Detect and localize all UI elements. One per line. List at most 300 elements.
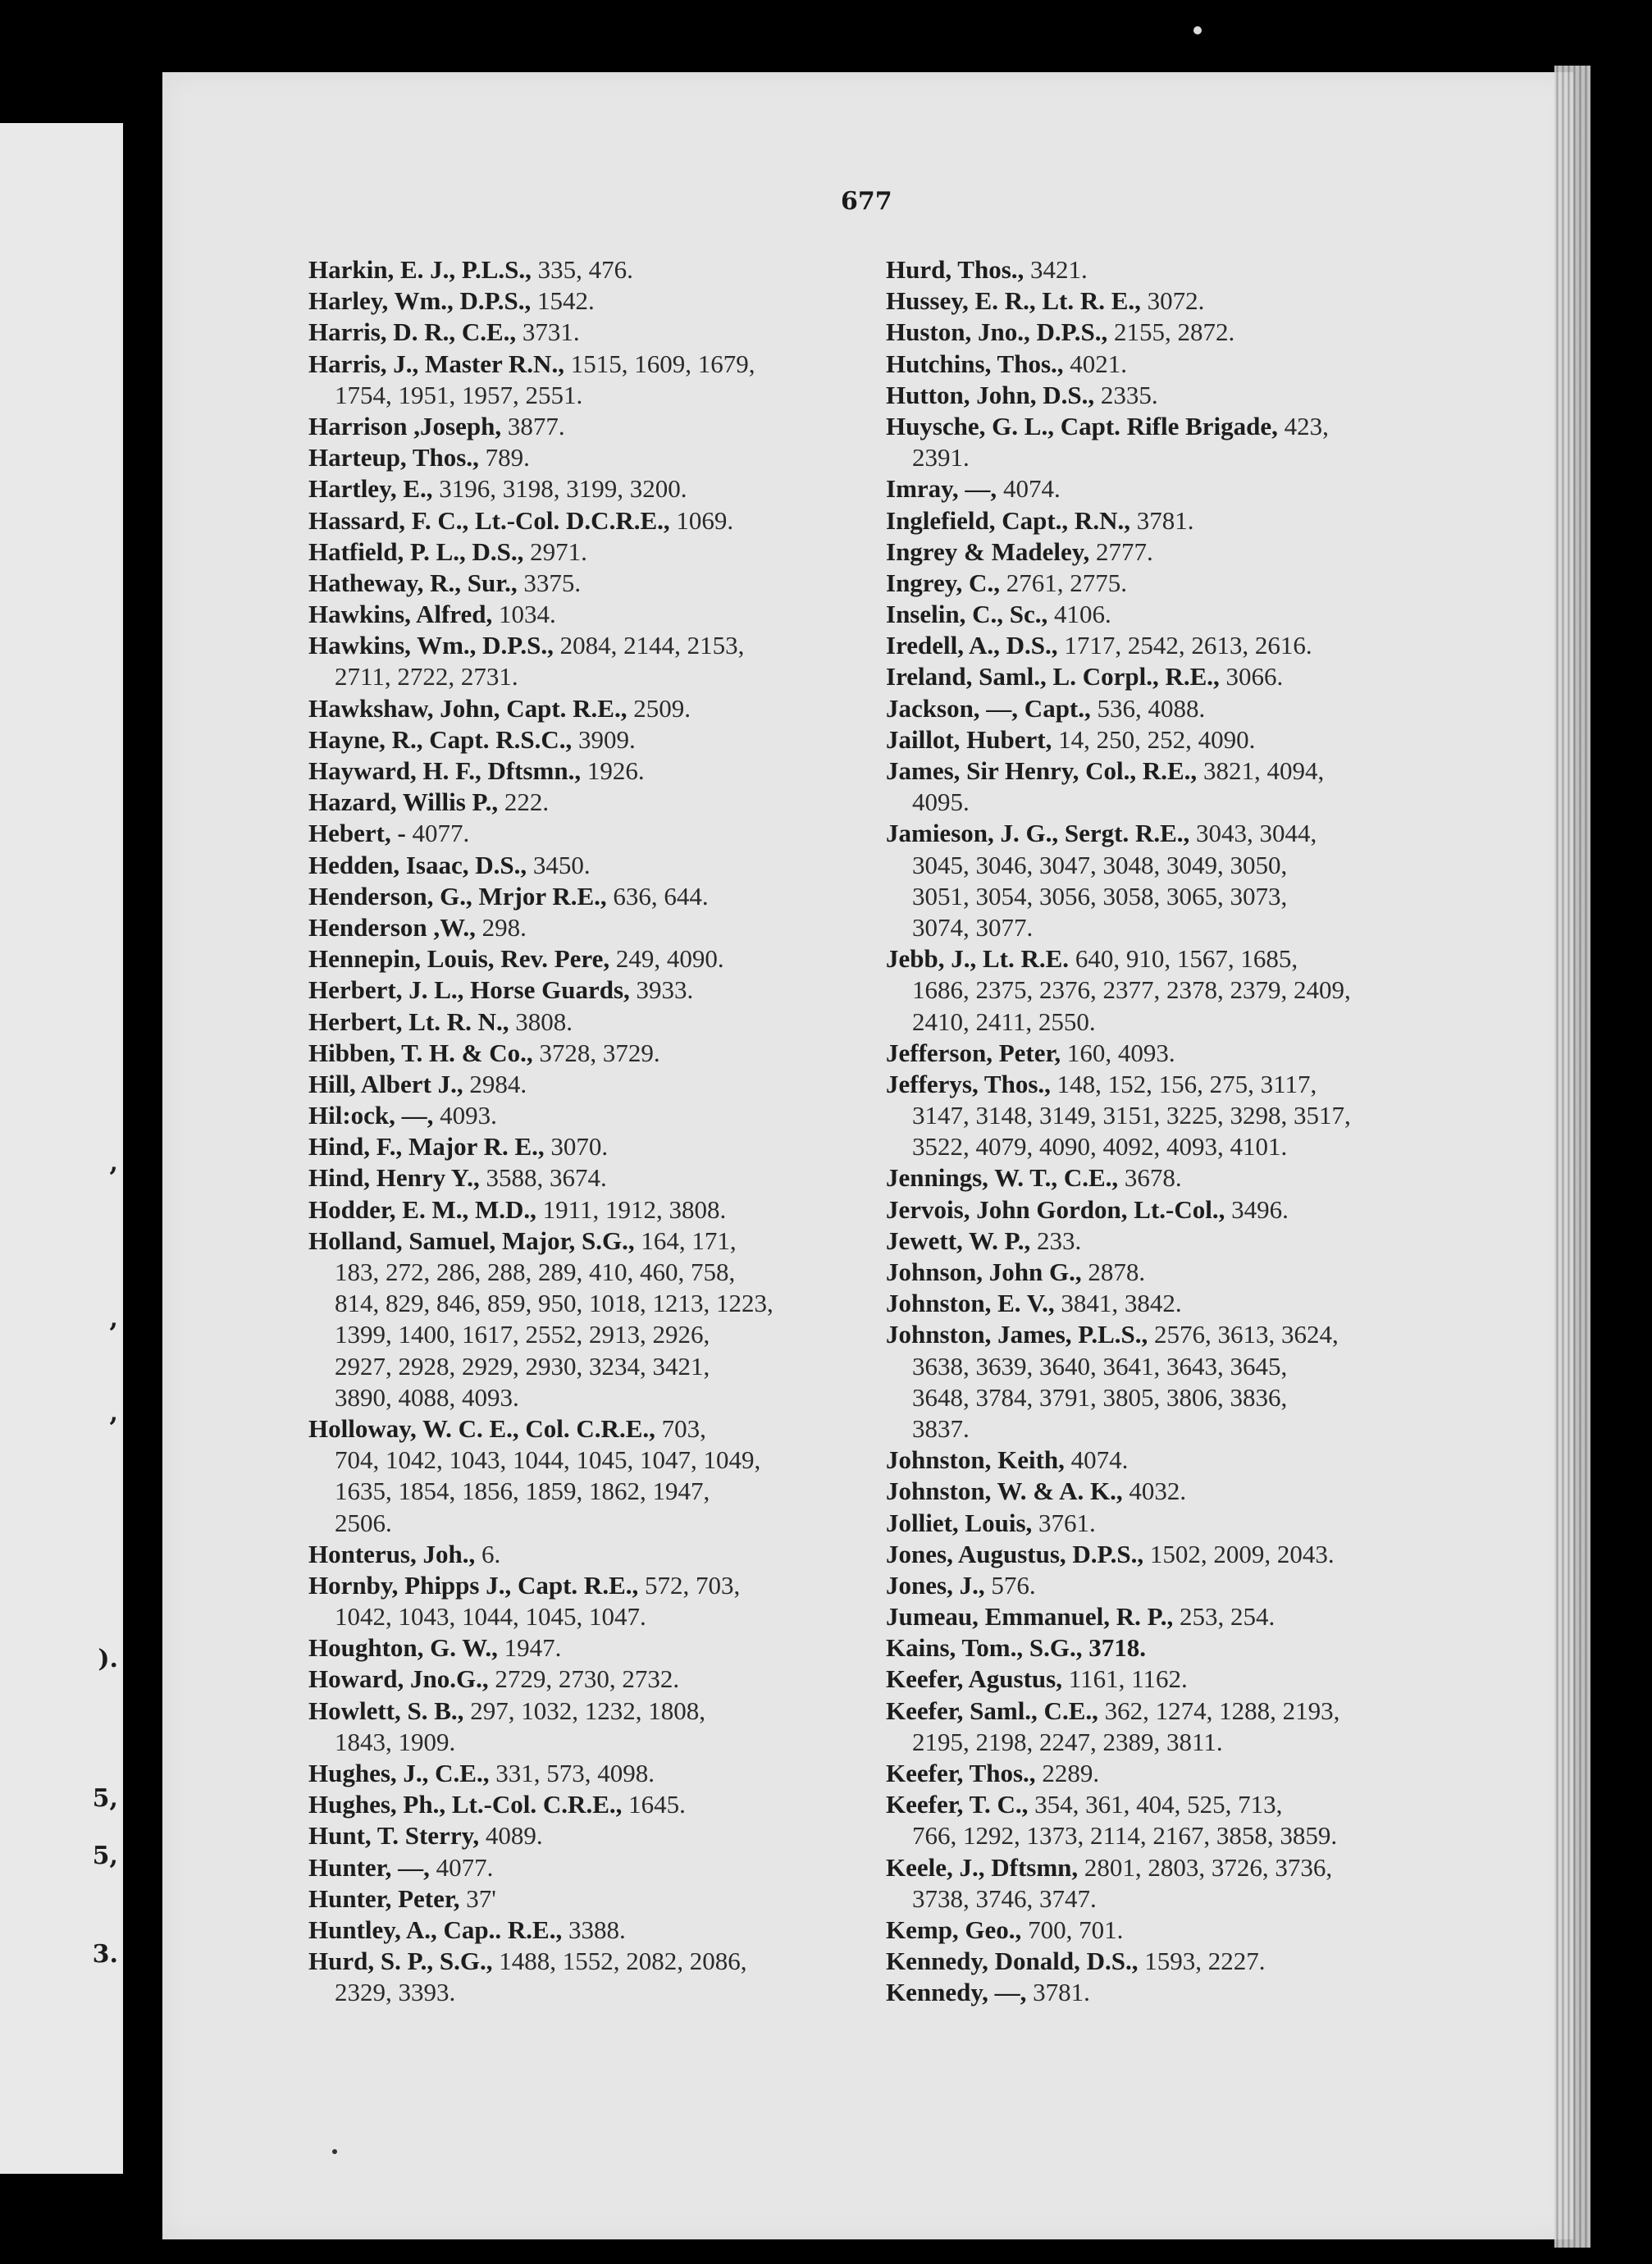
entry-references: 2195, 2198, 2247, 2389, 3811. bbox=[912, 1727, 1223, 1756]
index-entry-continuation bbox=[886, 850, 1444, 881]
index-entry-continuation bbox=[886, 975, 1444, 1006]
entry-references: 3933. bbox=[629, 975, 694, 1005]
entry-references: 2711, 2722, 2731. bbox=[335, 662, 518, 692]
entry-name: Jamieson, J. G., Sergt. R.E., bbox=[886, 819, 1190, 848]
margin-mark: 5, bbox=[92, 1784, 118, 1813]
index-entry-continuation bbox=[886, 1727, 1444, 1758]
index-entry-continuation bbox=[886, 442, 1444, 473]
entry-name: Johnston, W. & A. K., bbox=[886, 1477, 1123, 1506]
index-entry bbox=[886, 285, 1444, 317]
entry-references: 183, 272, 286, 288, 289, 410, 460, 758, bbox=[335, 1258, 736, 1286]
entry-references: 3375. bbox=[517, 568, 582, 597]
index-entry-continuation bbox=[886, 1883, 1444, 1915]
entry-name: Hebert, - bbox=[308, 819, 406, 848]
index-entry bbox=[886, 1601, 1444, 1632]
page-number: 677 bbox=[841, 187, 892, 216]
entry-name: Inselin, C., Sc., bbox=[886, 600, 1048, 629]
index-entry bbox=[886, 724, 1444, 755]
entry-name: Harley, Wm., D.P.S., bbox=[308, 286, 532, 316]
entry-references: 2927, 2928, 2929, 2930, 3234, 3421, bbox=[335, 1351, 710, 1381]
margin-mark: 3. bbox=[92, 1940, 118, 1969]
entry-name: Hutton, John, D.S., bbox=[886, 380, 1095, 409]
entry-name: Kains, Tom., S.G., 3718. bbox=[886, 1633, 1146, 1663]
index-entry bbox=[308, 536, 856, 568]
entry-references: 3731. bbox=[516, 317, 580, 347]
entry-references: 3072. bbox=[1140, 286, 1205, 316]
index-entry bbox=[886, 380, 1444, 411]
index-entry-continuation bbox=[308, 1601, 856, 1632]
entry-name: Hurd, S. P., S.G., bbox=[308, 1947, 493, 1976]
entry-name: Holloway, W. C. E., Col. C.R.E., bbox=[308, 1413, 655, 1443]
entry-references: 2509. bbox=[627, 693, 691, 723]
entry-name: Jewett, W. P., bbox=[886, 1226, 1031, 1255]
entry-name: Hornby, Phipps J., Capt. R.E., bbox=[308, 1570, 639, 1600]
entry-references: 2729, 2730, 2732. bbox=[488, 1664, 680, 1694]
entry-references: 3728, 3729. bbox=[532, 1038, 660, 1067]
entry-references: 362, 1274, 1288, 2193, bbox=[1098, 1696, 1340, 1725]
entry-references: 1488, 1552, 2082, 2086, bbox=[492, 1947, 747, 1976]
index-entry bbox=[308, 473, 856, 504]
entry-name: Jaillot, Hubert, bbox=[886, 724, 1052, 754]
entry-references: 3678. bbox=[1118, 1163, 1182, 1193]
entry-references: 4032. bbox=[1122, 1477, 1187, 1506]
index-entry-continuation bbox=[886, 1413, 1444, 1445]
entry-references: 3761. bbox=[1032, 1508, 1096, 1537]
entry-references: 3043, 3044, bbox=[1189, 819, 1317, 848]
entry-references: 4106. bbox=[1047, 600, 1111, 629]
index-entry bbox=[886, 411, 1444, 442]
entry-name: Kennedy, Donald, D.S., bbox=[886, 1947, 1139, 1976]
entry-references: 3821, 4094, bbox=[1197, 756, 1325, 785]
index-entry bbox=[886, 317, 1444, 348]
entry-references: 2971. bbox=[523, 536, 587, 566]
entry-references: 4093. bbox=[433, 1101, 497, 1130]
entry-name: Imray, —, bbox=[886, 474, 997, 504]
index-entry-continuation bbox=[308, 380, 856, 411]
index-entry bbox=[886, 943, 1444, 975]
entry-references: 1645. bbox=[622, 1790, 686, 1819]
index-entry bbox=[308, 881, 856, 912]
entry-name: Kennedy, —, bbox=[886, 1978, 1027, 2007]
entry-name: Hurd, Thos., bbox=[886, 255, 1025, 284]
index-entry bbox=[886, 1476, 1444, 1507]
index-entry-continuation bbox=[308, 1977, 856, 2008]
entry-name: Jefferson, Peter, bbox=[886, 1038, 1061, 1067]
entry-name: James, Sir Henry, Col., R.E., bbox=[886, 756, 1198, 785]
entry-name: Inglefield, Capt., R.N., bbox=[886, 505, 1130, 535]
margin-mark: , bbox=[109, 1148, 118, 1177]
index-entry bbox=[886, 1288, 1444, 1319]
entry-name: Hatfield, P. L., D.S., bbox=[308, 536, 524, 566]
index-entry bbox=[308, 1946, 856, 1977]
entry-name: Hunt, T. Sterry, bbox=[308, 1821, 480, 1851]
page-edges bbox=[1554, 66, 1590, 2248]
entry-references: 1542. bbox=[531, 286, 595, 316]
entry-name: Holland, Samuel, Major, S.G., bbox=[308, 1226, 635, 1255]
entry-name: Harkin, E. J., P.L.S., bbox=[308, 255, 532, 284]
entry-references: 3909. bbox=[572, 724, 636, 754]
index-entry bbox=[886, 536, 1444, 568]
entry-name: Iredell, A., D.S., bbox=[886, 631, 1058, 660]
entry-name: Hawkins, Wm., D.P.S., bbox=[308, 631, 554, 660]
index-entry bbox=[308, 1162, 856, 1194]
index-entry-continuation bbox=[886, 912, 1444, 943]
entry-name: Jones, J., bbox=[886, 1570, 985, 1600]
entry-name: Kemp, Geo., bbox=[886, 1915, 1022, 1944]
entry-references: 37' bbox=[459, 1883, 496, 1913]
index-entry-continuation bbox=[886, 1131, 1444, 1162]
entry-name: Hatheway, R., Sur., bbox=[308, 568, 518, 597]
index-entry bbox=[886, 1069, 1444, 1100]
index-entry bbox=[308, 1820, 856, 1851]
entry-references: 1593, 2227. bbox=[1138, 1947, 1266, 1976]
index-entry bbox=[886, 1257, 1444, 1288]
entry-references: 2576, 3613, 3624, bbox=[1148, 1320, 1339, 1349]
index-entry bbox=[308, 1852, 856, 1883]
entry-references: 789. bbox=[478, 443, 530, 472]
entry-references: 3890, 4088, 4093. bbox=[335, 1382, 519, 1412]
scan-speck bbox=[1193, 26, 1202, 34]
index-column-right bbox=[886, 254, 1444, 2009]
index-entry-continuation bbox=[886, 787, 1444, 818]
index-entry bbox=[308, 693, 856, 724]
index-entry bbox=[308, 1570, 856, 1601]
entry-name: Houghton, G. W., bbox=[308, 1633, 498, 1663]
entry-references: 3738, 3746, 3747. bbox=[912, 1883, 1097, 1913]
entry-references: 3070. bbox=[544, 1132, 609, 1162]
index-entry bbox=[308, 1758, 856, 1789]
index-entry bbox=[886, 1508, 1444, 1539]
entry-name: Howlett, S. B., bbox=[308, 1696, 464, 1725]
index-entry bbox=[886, 1319, 1444, 1350]
index-entry-continuation bbox=[308, 1288, 856, 1319]
entry-name: Jebb, J., Lt. R.E. bbox=[886, 944, 1070, 974]
entry-name: Jennings, W. T., C.E., bbox=[886, 1163, 1119, 1193]
entry-name: Hawkins, Alfred, bbox=[308, 600, 493, 629]
entry-references: 423, bbox=[1277, 411, 1329, 440]
entry-references: 1843, 1909. bbox=[335, 1727, 456, 1756]
entry-name: Howard, Jno.G., bbox=[308, 1664, 489, 1694]
entry-references: 1926. bbox=[581, 756, 645, 785]
entry-references: 253, 254. bbox=[1173, 1602, 1276, 1632]
entry-references: 704, 1042, 1043, 1044, 1045, 1047, 1049, bbox=[335, 1445, 761, 1475]
index-entry bbox=[308, 1006, 856, 1038]
index-entry bbox=[886, 568, 1444, 599]
index-entry bbox=[886, 599, 1444, 630]
entry-name: Ingrey, C., bbox=[886, 568, 1000, 597]
index-entry bbox=[308, 254, 856, 285]
index-entry bbox=[886, 661, 1444, 692]
index-entry-continuation bbox=[308, 661, 856, 692]
entry-name: Hayward, H. F., Dftsmn., bbox=[308, 756, 582, 785]
index-entry bbox=[886, 473, 1444, 504]
entry-references: 766, 1292, 1373, 2114, 2167, 3858, 3859. bbox=[912, 1821, 1338, 1851]
margin-mark: , bbox=[109, 1304, 118, 1333]
index-entry-continuation bbox=[886, 1351, 1444, 1382]
entry-name: Hedden, Isaac, D.S., bbox=[308, 850, 527, 879]
index-entry-continuation bbox=[886, 1006, 1444, 1038]
entry-references: 2084, 2144, 2153, bbox=[553, 631, 745, 660]
entry-name: Keele, J., Dftsmn, bbox=[886, 1852, 1079, 1882]
entry-references: 3588, 3674. bbox=[479, 1163, 607, 1193]
entry-references: 3638, 3639, 3640, 3641, 3643, 3645, bbox=[912, 1351, 1288, 1381]
entry-references: 335, 476. bbox=[531, 255, 633, 284]
margin-mark: ). bbox=[98, 1645, 118, 1673]
index-entry bbox=[308, 411, 856, 442]
index-entry bbox=[886, 505, 1444, 536]
entry-references: 572, 703, bbox=[638, 1570, 741, 1600]
entry-name: Henderson ,W., bbox=[308, 912, 476, 942]
index-entry bbox=[886, 1632, 1444, 1664]
entry-references: 3522, 4079, 4090, 4092, 4093, 4101. bbox=[912, 1132, 1288, 1162]
entry-name: Harris, D. R., C.E., bbox=[308, 317, 517, 347]
entry-name: Hussey, E. R., Lt. R. E., bbox=[886, 286, 1141, 316]
entry-references: 703, bbox=[655, 1413, 706, 1443]
entry-name: Hunter, —, bbox=[308, 1852, 430, 1882]
entry-references: 2878. bbox=[1081, 1258, 1146, 1286]
index-entry bbox=[308, 1632, 856, 1664]
index-entry bbox=[308, 599, 856, 630]
entry-name: Harris, J., Master R.N., bbox=[308, 349, 564, 378]
index-entry-continuation bbox=[886, 881, 1444, 912]
index-entry bbox=[308, 505, 856, 536]
entry-name: Keefer, Saml., C.E., bbox=[886, 1696, 1098, 1725]
entry-name: Jumeau, Emmanuel, R. P., bbox=[886, 1602, 1174, 1632]
entry-name: Johnston, Keith, bbox=[886, 1445, 1065, 1475]
index-entry bbox=[308, 1413, 856, 1445]
index-entry-continuation bbox=[308, 1727, 856, 1758]
index-entry-continuation bbox=[886, 1382, 1444, 1413]
index-entry-continuation bbox=[308, 1508, 856, 1539]
entry-references: 2777. bbox=[1089, 536, 1153, 566]
entry-name: Harrison ,Joseph, bbox=[308, 411, 502, 440]
index-entry bbox=[308, 1194, 856, 1226]
index-entry bbox=[308, 724, 856, 755]
index-entry bbox=[308, 1696, 856, 1727]
margin-mark: 5, bbox=[92, 1842, 118, 1870]
entry-references: 3837. bbox=[912, 1413, 970, 1443]
index-entry bbox=[308, 850, 856, 881]
entry-references: 1042, 1043, 1044, 1045, 1047. bbox=[335, 1602, 646, 1632]
entry-references: 4077. bbox=[429, 1852, 494, 1882]
entry-references: 1947. bbox=[497, 1633, 562, 1663]
entry-references: 700, 701. bbox=[1021, 1915, 1124, 1944]
entry-name: Huston, Jno., D.P.S., bbox=[886, 317, 1108, 347]
index-entry bbox=[886, 1162, 1444, 1194]
entry-references: 3496. bbox=[1225, 1194, 1289, 1224]
entry-references: 636, 644. bbox=[606, 881, 709, 911]
entry-references: 2391. bbox=[912, 443, 970, 472]
index-entry bbox=[308, 1038, 856, 1069]
index-entry-continuation bbox=[308, 1351, 856, 1382]
entry-name: Hughes, J., C.E., bbox=[308, 1759, 490, 1787]
index-entry-continuation bbox=[886, 1100, 1444, 1131]
entry-name: Harteup, Thos., bbox=[308, 443, 479, 472]
index-entry bbox=[308, 1069, 856, 1100]
index-entry bbox=[886, 1664, 1444, 1695]
entry-references: 1635, 1854, 1856, 1859, 1862, 1947, bbox=[335, 1477, 710, 1506]
entry-references: 2801, 2803, 3726, 3736, bbox=[1078, 1852, 1333, 1882]
entry-name: Hibben, T. H. & Co., bbox=[308, 1038, 533, 1067]
entry-references: 3074, 3077. bbox=[912, 912, 1034, 942]
entry-references: 814, 829, 846, 859, 950, 1018, 1213, 1223, bbox=[335, 1289, 774, 1318]
entry-references: 3388. bbox=[562, 1915, 626, 1944]
index-entry bbox=[308, 1664, 856, 1695]
entry-references: 3781. bbox=[1026, 1978, 1090, 2007]
entry-references: 222. bbox=[498, 787, 550, 817]
entry-name: Johnston, James, P.L.S., bbox=[886, 1320, 1148, 1349]
entry-references: 3196, 3198, 3199, 3200. bbox=[432, 474, 687, 504]
index-entry bbox=[308, 630, 856, 661]
entry-name: Hennepin, Louis, Rev. Pere, bbox=[308, 944, 610, 974]
entry-references: 1399, 1400, 1617, 2552, 2913, 2926, bbox=[335, 1320, 710, 1349]
entry-name: Jolliet, Louis, bbox=[886, 1508, 1033, 1537]
entry-references: 3841, 3842. bbox=[1054, 1289, 1182, 1318]
index-entry bbox=[886, 1789, 1444, 1820]
index-entry bbox=[308, 285, 856, 317]
entry-references: 4095. bbox=[912, 787, 970, 817]
entry-name: Ireland, Saml., L. Corpl., R.E., bbox=[886, 662, 1220, 692]
entry-references: 3808. bbox=[509, 1006, 573, 1036]
entry-references: 3421. bbox=[1024, 255, 1088, 284]
entry-references: 2761, 2775. bbox=[999, 568, 1127, 597]
entry-references: 148, 152, 156, 275, 3117, bbox=[1050, 1069, 1317, 1098]
entry-references: 1034. bbox=[492, 600, 556, 629]
entry-name: Jones, Augustus, D.P.S., bbox=[886, 1539, 1144, 1568]
entry-references: 3045, 3046, 3047, 3048, 3049, 3050, bbox=[912, 850, 1288, 879]
index-entry bbox=[886, 1445, 1444, 1476]
entry-name: Hutchins, Thos., bbox=[886, 349, 1064, 378]
margin-mark: , bbox=[109, 1399, 118, 1427]
entry-references: 233. bbox=[1030, 1226, 1082, 1255]
entry-name: Huysche, G. L., Capt. Rifle Brigade, bbox=[886, 411, 1278, 440]
entry-name: Huntley, A., Cap.. R.E., bbox=[308, 1915, 563, 1944]
index-entry bbox=[886, 1946, 1444, 1977]
index-entry bbox=[308, 442, 856, 473]
entry-references: 1754, 1951, 1957, 2551. bbox=[335, 380, 583, 409]
index-entry-continuation bbox=[308, 1476, 856, 1507]
entry-references: 3877. bbox=[501, 411, 565, 440]
entry-references: 2289. bbox=[1035, 1759, 1100, 1787]
entry-references: 3147, 3148, 3149, 3151, 3225, 3298, 3517, bbox=[912, 1101, 1351, 1130]
entry-references: 2506. bbox=[335, 1508, 392, 1537]
index-entry bbox=[308, 349, 856, 380]
entry-references: 6. bbox=[475, 1539, 501, 1568]
index-entry bbox=[886, 818, 1444, 849]
entry-references: 3450. bbox=[527, 850, 591, 879]
entry-name: Hazard, Willis P., bbox=[308, 787, 499, 817]
entry-name: Ingrey & Madeley, bbox=[886, 536, 1090, 566]
entry-references: 1161, 1162. bbox=[1062, 1664, 1188, 1694]
entry-name: Hartley, E., bbox=[308, 474, 433, 504]
entry-references: 576. bbox=[984, 1570, 1036, 1600]
entry-references: 1069. bbox=[669, 505, 734, 535]
entry-references: 354, 361, 404, 525, 713, bbox=[1028, 1790, 1283, 1819]
entry-name: Hind, Henry Y., bbox=[308, 1163, 480, 1193]
index-entry bbox=[308, 1100, 856, 1131]
entry-references: 298. bbox=[475, 912, 527, 942]
entry-name: Henderson, G., Mrjor R.E., bbox=[308, 881, 607, 911]
index-entry bbox=[308, 1789, 856, 1820]
entry-references: 536, 4088. bbox=[1090, 693, 1206, 723]
index-entry-continuation bbox=[308, 1382, 856, 1413]
index-entry bbox=[886, 693, 1444, 724]
left-margin-marks bbox=[0, 123, 123, 2174]
entry-name: Jackson, —, Capt., bbox=[886, 693, 1091, 723]
entry-name: Johnson, John G., bbox=[886, 1258, 1082, 1286]
index-entry bbox=[886, 630, 1444, 661]
entry-name: Honterus, Joh., bbox=[308, 1539, 476, 1568]
index-column-left bbox=[308, 254, 856, 2009]
index-entry bbox=[308, 975, 856, 1006]
index-entry bbox=[886, 1038, 1444, 1069]
entry-name: Hodder, E. M., M.D., bbox=[308, 1194, 536, 1224]
entry-references: 2410, 2411, 2550. bbox=[912, 1006, 1096, 1036]
entry-name: Keefer, T. C., bbox=[886, 1790, 1029, 1819]
entry-references: 3781. bbox=[1129, 505, 1194, 535]
entry-name: Hill, Albert J., bbox=[308, 1069, 463, 1098]
index-entry bbox=[886, 1696, 1444, 1727]
entry-references: 1686, 2375, 2376, 2377, 2378, 2379, 2409, bbox=[912, 975, 1351, 1005]
entry-references: 4074. bbox=[1064, 1445, 1129, 1475]
entry-name: Hil:ock, —, bbox=[308, 1101, 434, 1130]
entry-references: 4021. bbox=[1063, 349, 1128, 378]
entry-references: 160, 4093. bbox=[1061, 1038, 1175, 1067]
entry-references: 14, 250, 252, 4090. bbox=[1052, 724, 1256, 754]
entry-references: 1502, 2009, 2043. bbox=[1143, 1539, 1335, 1568]
index-entry bbox=[308, 317, 856, 348]
index-entry bbox=[308, 1226, 856, 1257]
entry-name: Hughes, Ph., Lt.-Col. C.R.E., bbox=[308, 1790, 623, 1819]
index-entry bbox=[886, 349, 1444, 380]
entry-name: Herbert, Lt. R. N., bbox=[308, 1006, 509, 1036]
entry-references: 1515, 1609, 1679, bbox=[564, 349, 755, 378]
entry-references: 2335. bbox=[1094, 380, 1158, 409]
entry-references: 4074. bbox=[997, 474, 1061, 504]
entry-references: 3051, 3054, 3056, 3058, 3065, 3073, bbox=[912, 881, 1288, 911]
index-entry bbox=[308, 818, 856, 849]
index-entry bbox=[308, 1539, 856, 1570]
index-entry bbox=[308, 943, 856, 975]
index-entry bbox=[308, 1883, 856, 1915]
entry-references: 331, 573, 4098. bbox=[489, 1759, 655, 1787]
entry-references: 1717, 2542, 2613, 2616. bbox=[1057, 631, 1312, 660]
entry-references: 164, 171, bbox=[634, 1226, 737, 1255]
index-entry bbox=[886, 1852, 1444, 1883]
entry-references: 2329, 3393. bbox=[335, 1978, 456, 2007]
index-entry-continuation bbox=[308, 1319, 856, 1350]
entry-name: Keefer, Thos., bbox=[886, 1759, 1036, 1787]
entry-name: Hawkshaw, John, Capt. R.E., bbox=[308, 693, 627, 723]
index-entry bbox=[886, 1915, 1444, 1946]
index-entry bbox=[886, 1570, 1444, 1601]
index-entry bbox=[886, 1226, 1444, 1257]
index-entry bbox=[886, 1194, 1444, 1226]
index-entry bbox=[886, 755, 1444, 787]
index-entry bbox=[886, 1539, 1444, 1570]
entry-name: Herbert, J. L., Horse Guards, bbox=[308, 975, 630, 1005]
index-entry bbox=[886, 1758, 1444, 1789]
entry-references: 4077. bbox=[405, 819, 470, 848]
entry-references: 297, 1032, 1232, 1808, bbox=[463, 1696, 705, 1725]
entry-name: Johnston, E. V., bbox=[886, 1289, 1055, 1318]
index-entry-continuation bbox=[308, 1445, 856, 1476]
entry-name: Jervois, John Gordon, Lt.-Col., bbox=[886, 1194, 1225, 1224]
scan-speck bbox=[332, 2149, 337, 2154]
index-entry bbox=[308, 1915, 856, 1946]
entry-references: 3648, 3784, 3791, 3805, 3806, 3836, bbox=[912, 1382, 1288, 1412]
index-entry-continuation bbox=[308, 1257, 856, 1288]
